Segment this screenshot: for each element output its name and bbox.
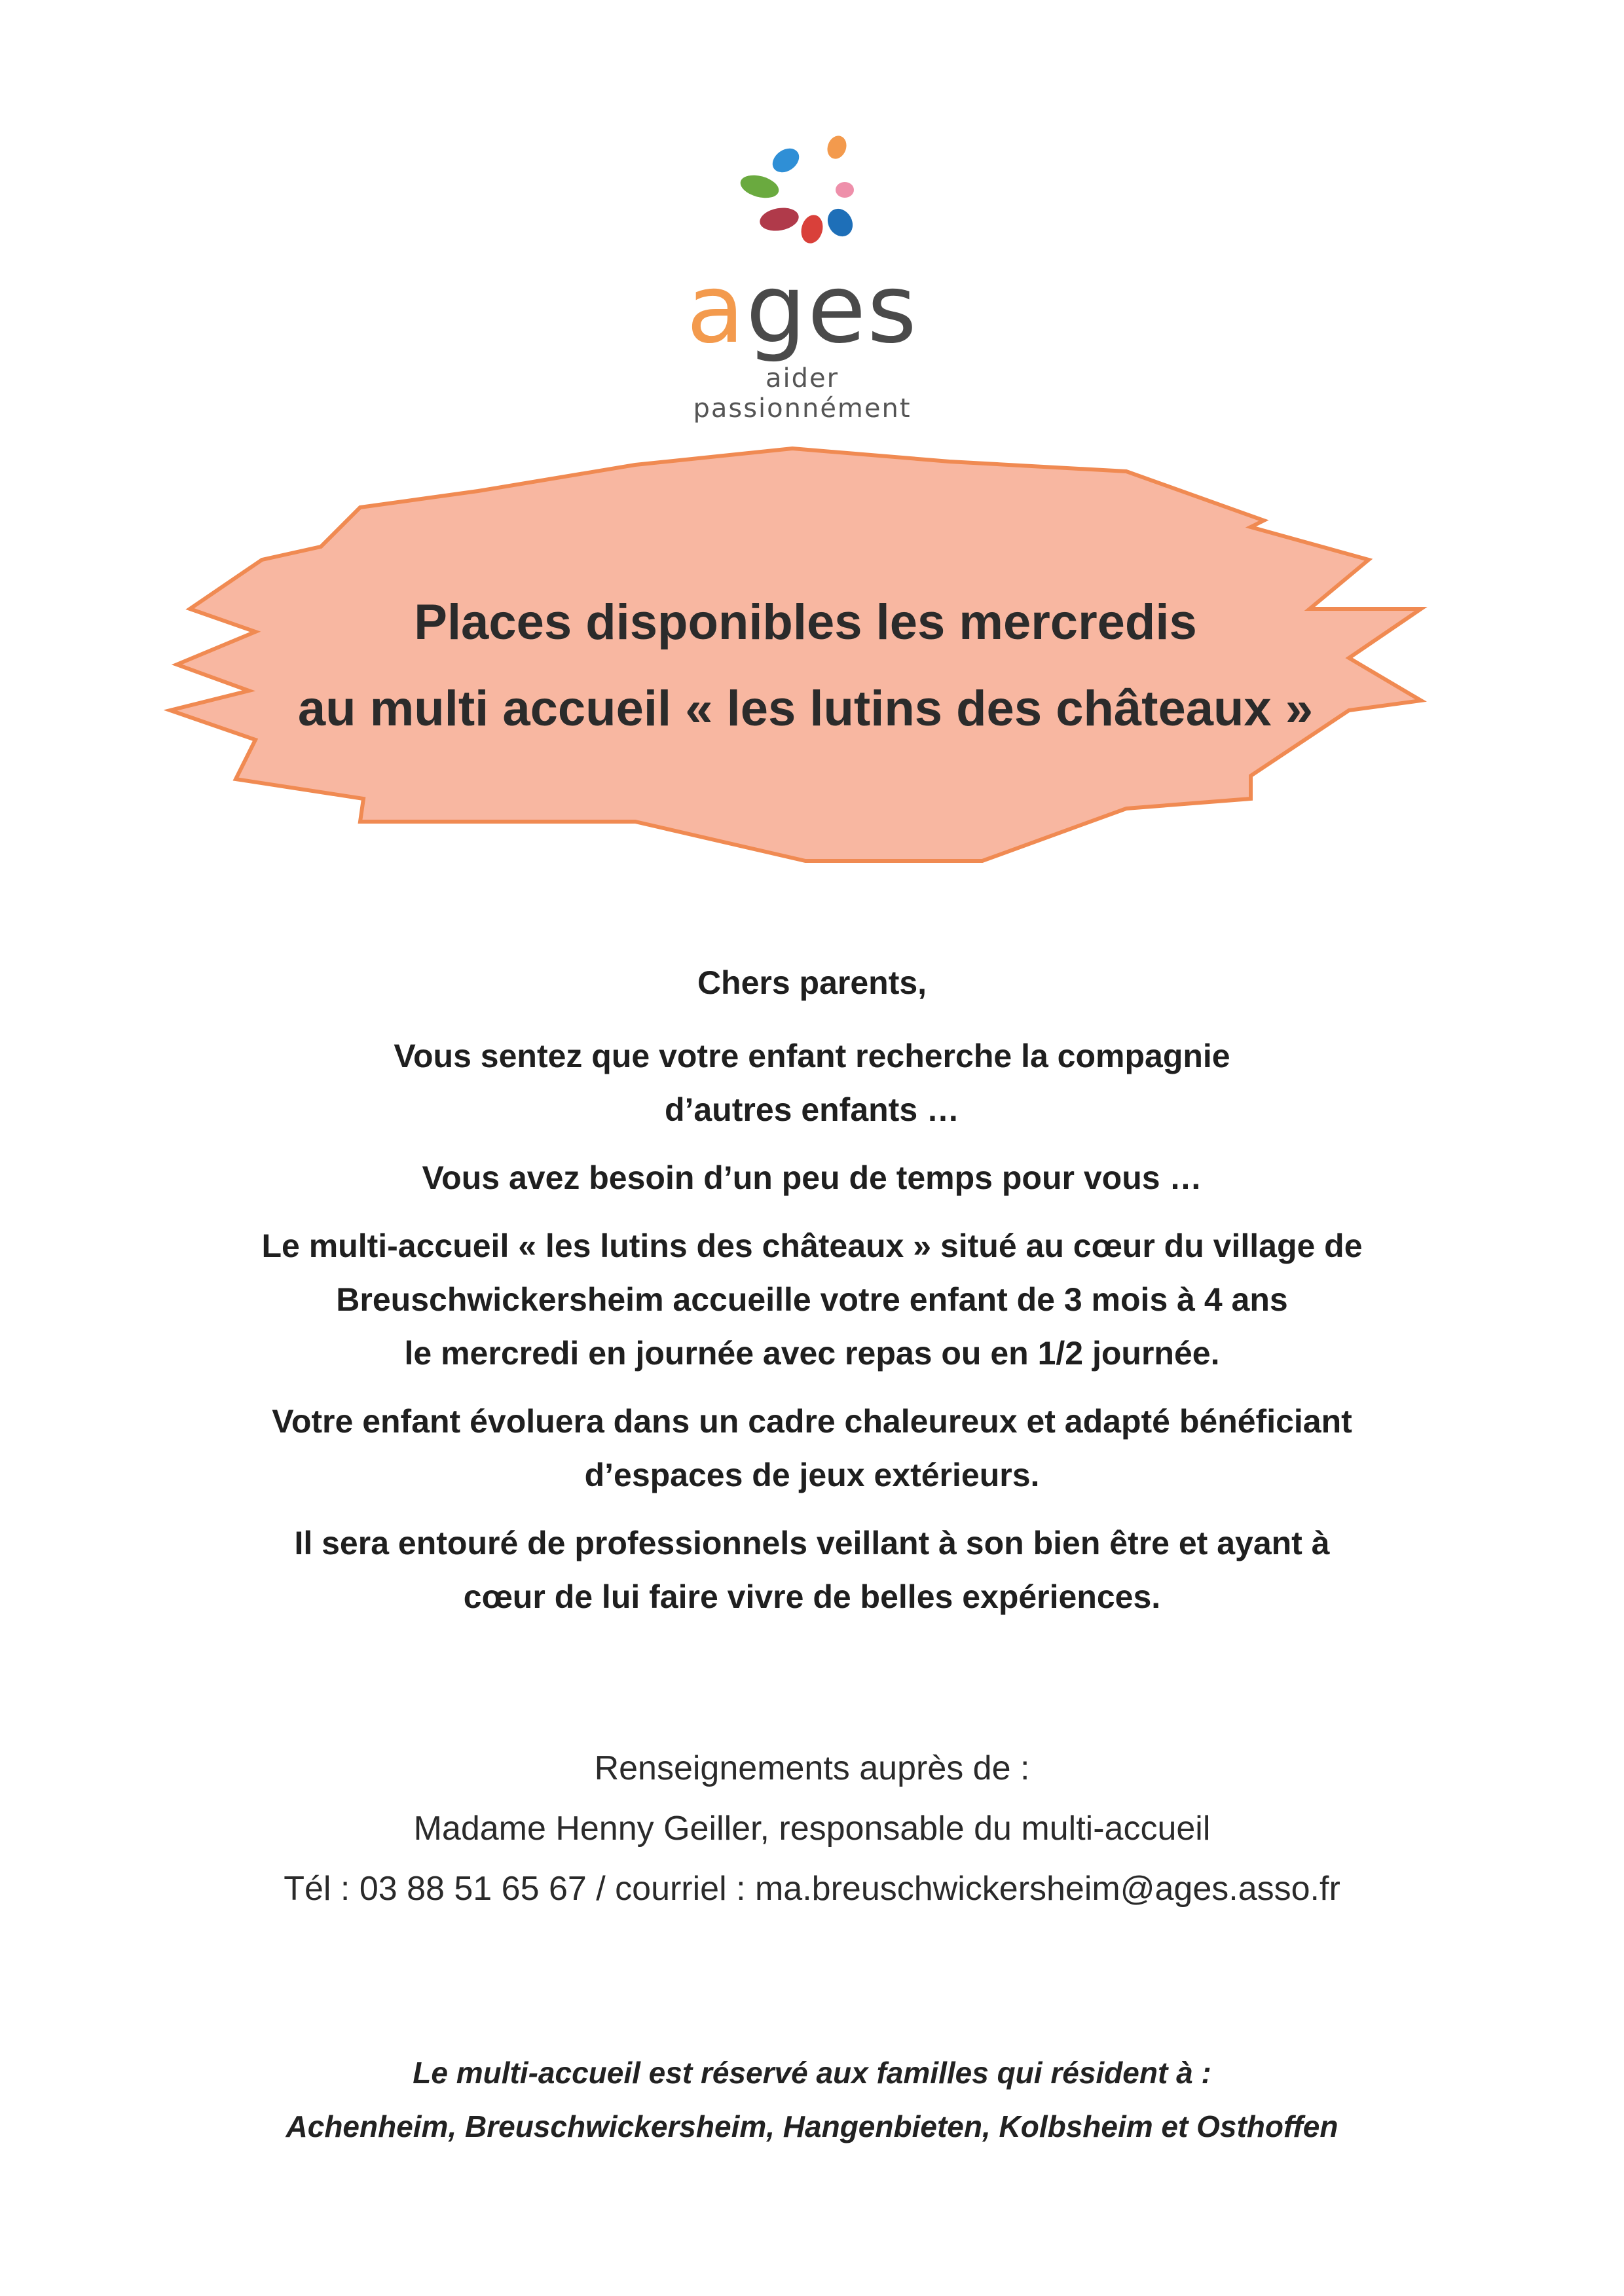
contact-block xyxy=(164,1738,1460,1919)
eligibility-towns: Achenheim, Breuschwickersheim, Hangenbieten, Kolbsheim et Osthoffen xyxy=(286,2109,1338,2143)
contact-heading: Renseignements auprès de : xyxy=(594,1749,1030,1787)
contact-details: Tél : 03 88 51 65 67 / courriel : ma.breuschwickersheim@ages.asso.fr xyxy=(284,1870,1340,1908)
petal-red xyxy=(758,205,801,234)
paragraph-description xyxy=(196,1219,1428,1380)
greeting: Chers parents, xyxy=(697,964,927,1001)
paragraph-line: Il sera entouré de professionnels veillant à son bien être et ayant à xyxy=(294,1525,1330,1561)
paragraph-environment xyxy=(196,1394,1428,1502)
paragraph-line: Votre enfant évoluera dans un cadre chaleureux et adapté bénéficiant xyxy=(272,1403,1352,1440)
banner-title-line1: Places disponibles les mercredis xyxy=(414,594,1197,650)
paragraph-line: Vous sentez que votre enfant recherche la compagnie xyxy=(394,1038,1230,1074)
petal-blue-top xyxy=(768,143,803,177)
paragraph-line: Vous avez besoin d’un peu de temps pour vous … xyxy=(422,1159,1202,1196)
eligibility-line1: Le multi-accueil est réservé aux familles qui résident à : xyxy=(413,2056,1211,2090)
paragraph-time xyxy=(196,1151,1428,1205)
logo-wordmark xyxy=(655,254,950,365)
petal-pink xyxy=(836,182,854,198)
paragraph-line: le mercredi en journée avec repas ou en 1/2 journée. xyxy=(404,1335,1220,1372)
banner-title xyxy=(164,579,1447,752)
ages-logo xyxy=(655,128,969,424)
paragraph-line: d’espaces de jeux extérieurs. xyxy=(584,1457,1040,1493)
petal-red-small xyxy=(798,213,826,246)
paragraph-professionals xyxy=(196,1516,1428,1624)
paragraph-companionship xyxy=(196,1029,1428,1137)
logo-petals-icon xyxy=(655,128,950,259)
logo-letter-a: a xyxy=(686,254,747,365)
logo-letters-ges: ges xyxy=(746,254,918,365)
body-text xyxy=(196,956,1428,1638)
paragraph-line: Le multi-accueil « les lutins des châteaux » situé au cœur du village de xyxy=(261,1228,1363,1264)
logo-tagline: aider passionnément xyxy=(693,363,912,424)
paragraph-line: cœur de lui faire vivre de belles expériences. xyxy=(463,1578,1161,1615)
paragraph-line: Breuschwickersheim accueille votre enfant de 3 mois à 4 ans xyxy=(336,1281,1288,1318)
contact-person: Madame Henny Geiller, responsable du multi-accueil xyxy=(413,1810,1211,1848)
banner-title-line2: au multi accueil « les lutins des châteaux » xyxy=(297,681,1314,737)
eligibility-note xyxy=(164,2046,1460,2153)
title-burst-banner xyxy=(164,442,1447,867)
petal-blue-bottom xyxy=(822,204,857,241)
petal-orange xyxy=(824,133,850,161)
petal-green xyxy=(738,172,781,202)
paragraph-line: d’autres enfants … xyxy=(664,1091,960,1128)
